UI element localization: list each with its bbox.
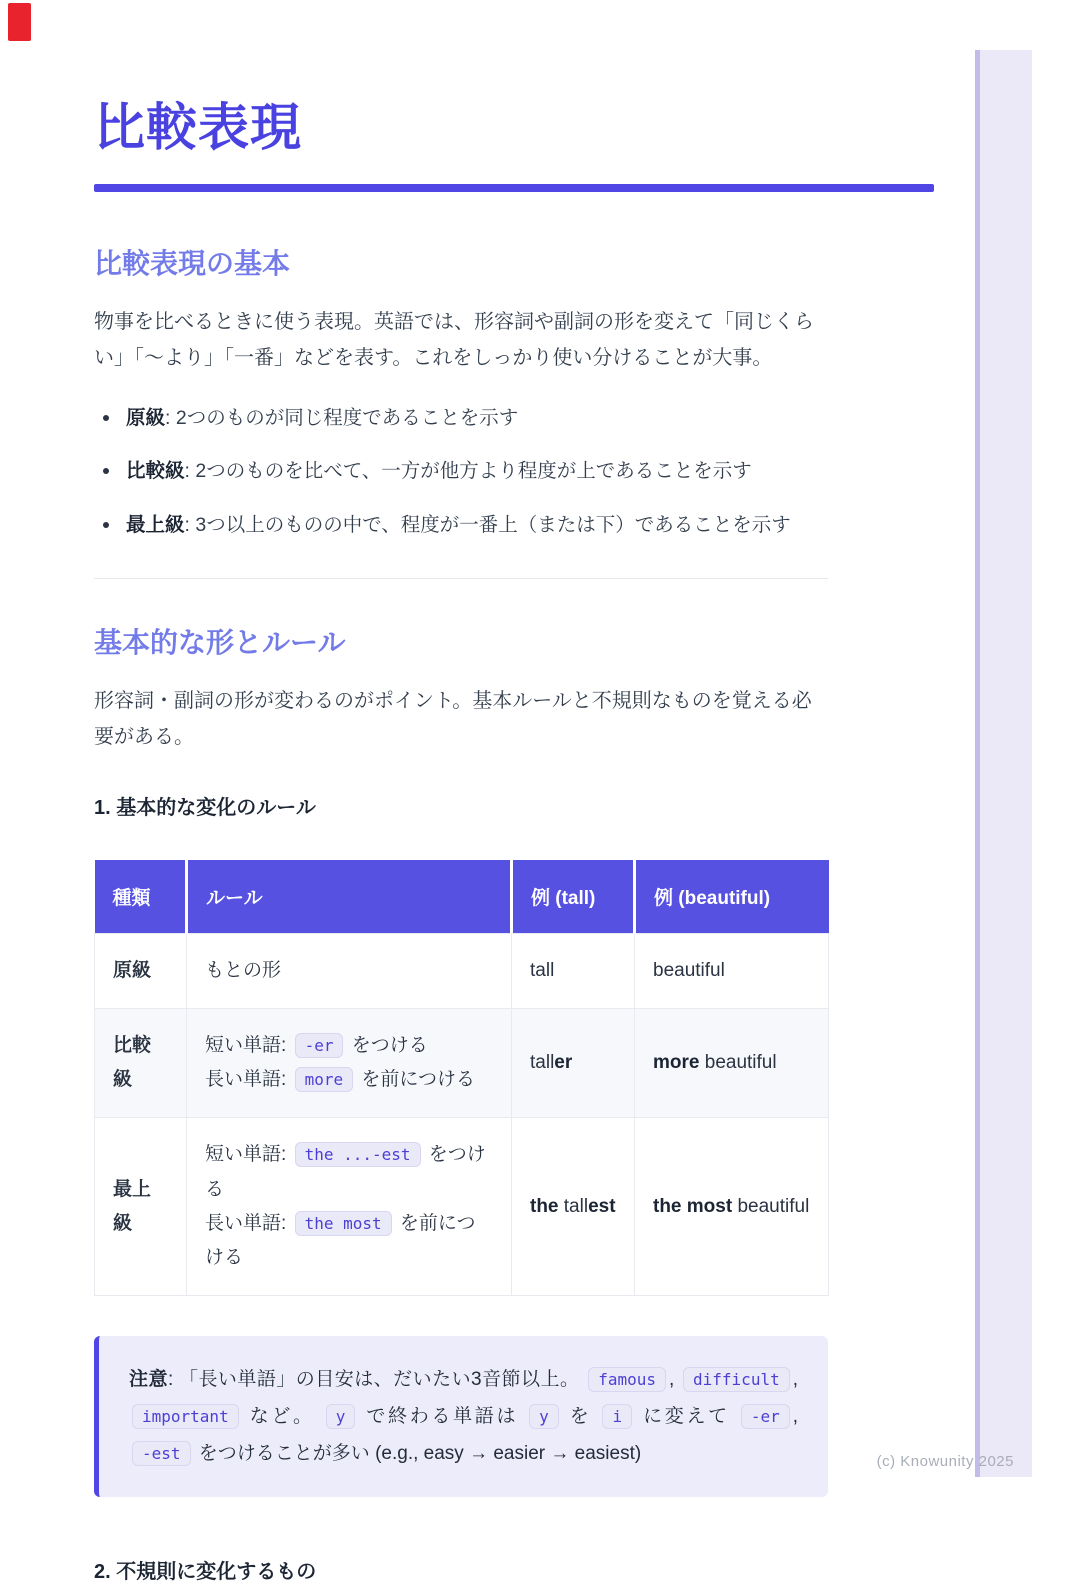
bullet-desc: : 3つ以上のものの中で、程度が一番上（または下）であることを示す	[184, 513, 791, 536]
paragraph-rules: 形容詞・副詞の形が変わるのがポイント。基本ルールと不規則なものを覚える必要がある。	[94, 689, 812, 748]
cell-example-beautiful: the most beautiful	[635, 1118, 829, 1296]
list-item	[94, 511, 828, 540]
cell-kind: 最上級	[95, 1118, 187, 1296]
cell-example-tall: the tallest	[512, 1118, 635, 1296]
section-heading-basics: 比較表現の基本	[94, 248, 291, 279]
sub-heading-irregular: 2. 不規則に変化するもの	[94, 1561, 317, 1584]
table-row	[95, 1008, 829, 1117]
bullet-dot-icon	[103, 522, 109, 528]
table-row	[95, 933, 829, 1008]
cell-kind: 比較級	[95, 1008, 187, 1117]
sub-heading-basic-rules: 1. 基本的な変化のルール	[94, 796, 316, 819]
paragraph-basics: 物事を比べるときに使う表現。英語では、形容詞や副詞の形を変えて「同じくらい」「〜より」「一番」などを表す。これをしっかり使い分けることが大事。	[94, 311, 814, 369]
section-heading-rules: 基本的な形とルール	[94, 626, 346, 658]
document-page	[94, 0, 934, 1584]
bullet-dot-icon	[103, 415, 109, 421]
bullet-desc: : 2つのものを比べて、一方が他方より程度が上であることを示す	[184, 460, 752, 483]
bullet-term: 原級	[126, 407, 166, 429]
table-row	[95, 1118, 829, 1296]
red-corner-marker	[8, 3, 31, 41]
title-rule	[94, 184, 934, 192]
cell-rule: もとの形	[187, 933, 512, 1008]
table-header-example-tall: 例 (tall)	[512, 860, 635, 934]
cell-kind: 原級	[95, 933, 187, 1008]
table-header-rule: ルール	[187, 860, 512, 934]
bullet-dot-icon	[103, 468, 109, 474]
bullet-term: 最上級	[126, 513, 185, 536]
page-edge-strip	[975, 50, 1032, 1477]
cell-rule: 短い単語: -er をつける 長い単語: more を前につける	[187, 1008, 512, 1117]
page-title: 比較表現	[94, 99, 303, 156]
table-header-example-beautiful: 例 (beautiful)	[635, 860, 829, 934]
bullet-desc: : 2つのものが同じ程度であることを示す	[165, 407, 519, 429]
copyright-text: (c) Knowunity 2025	[876, 1453, 1014, 1470]
cell-example-tall: taller	[512, 1008, 635, 1117]
cell-example-tall: tall	[512, 933, 635, 1008]
list-item	[94, 457, 828, 486]
cell-example-beautiful: more beautiful	[635, 1008, 829, 1117]
cell-example-beautiful: beautiful	[635, 933, 829, 1008]
bullet-term: 比較級	[126, 460, 185, 483]
comparison-rules-table	[94, 860, 829, 1296]
list-item	[94, 404, 828, 433]
section-divider	[94, 578, 828, 579]
note-text: 注意: 「長い単語」の目安は、だいたい3音節以上。 famous , difficult , important など。 y で終わる単語は y を i に変えて -er , -est をつけることが多い (e.g., easy → easier → easiest)	[129, 1369, 798, 1465]
table-header-row	[95, 860, 829, 934]
note-callout	[94, 1336, 828, 1497]
table-header-kind: 種類	[95, 860, 187, 934]
bullet-list	[94, 404, 828, 540]
cell-rule: 短い単語: the ...-est をつける 長い単語: the most を前につける	[187, 1118, 512, 1296]
